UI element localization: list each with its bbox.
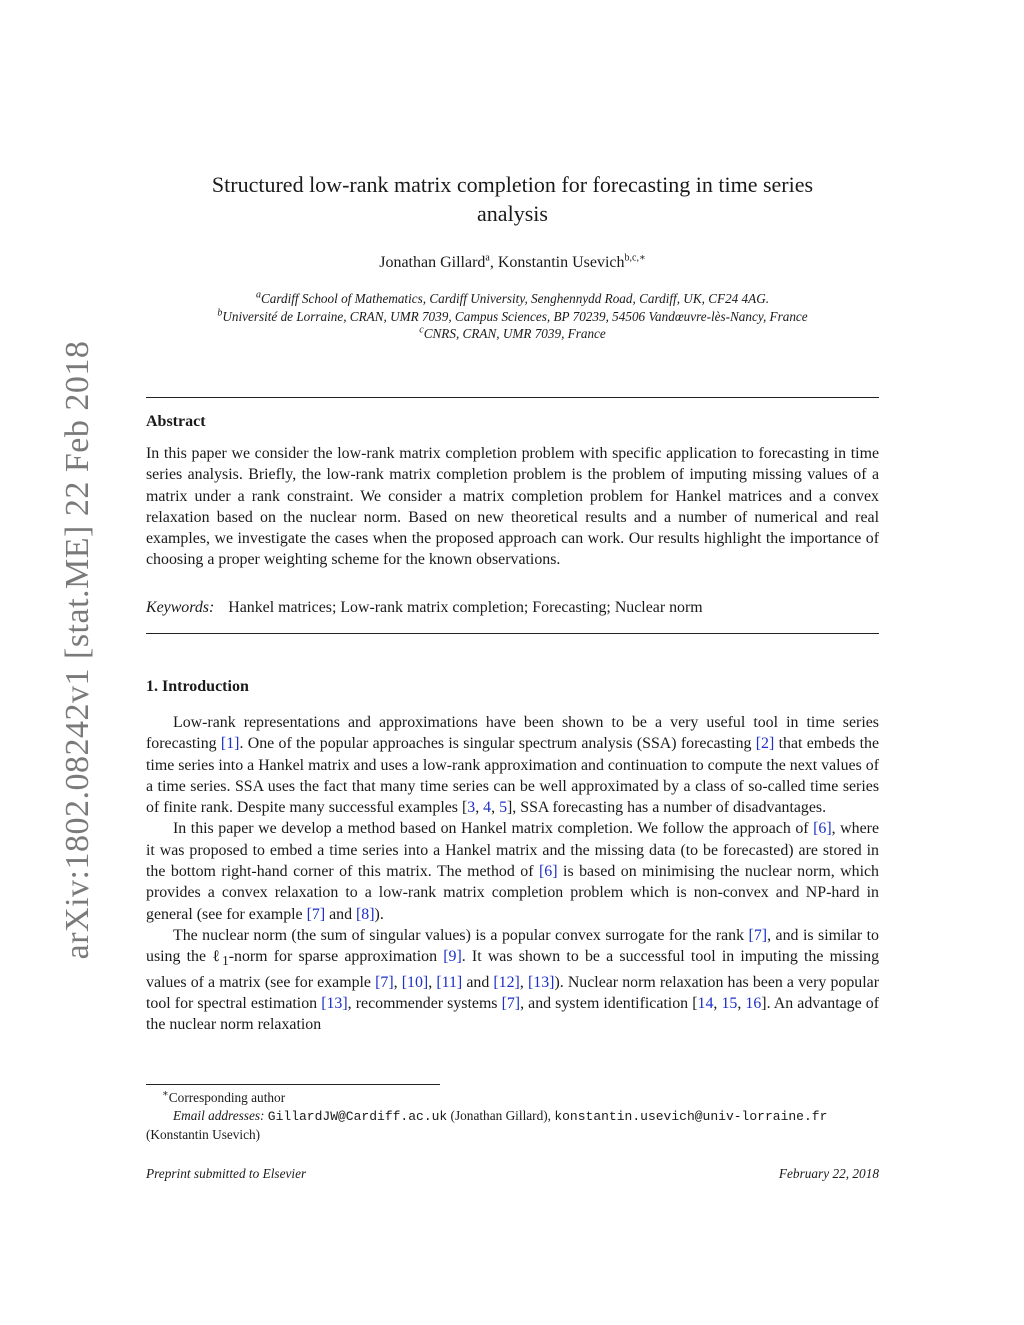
citation-link[interactable]: 15 bbox=[721, 995, 738, 1013]
intro-paragraph-3: The nuclear norm (the sum of singular values) is a popular convex surrogate for the rank [7], and is similar to using the ℓ$_1$-norm for sparse approximation [9]. It was shown to be a successful tool in imputing the missing values of a matrix (see for example [7], [10], [11] and [12], [13]). Nuclear norm relaxation has been a very popular tool for spectral estimation [13], recommender systems [7], and system identification [14, 15, 16]. An advantage of the nuclear norm relaxation bbox=[146, 926, 880, 1034]
affiliation-item bbox=[146, 290, 879, 308]
affiliation-item bbox=[146, 308, 879, 326]
arxiv-identifier-stamp: arXiv:1802.08242v1 [stat.ME] 22 Feb 2018 bbox=[59, 340, 96, 960]
footnote-emails: Email addresses: GillardJW@Cardiff.ac.uk (Jonathan Gillard), konstantin.usevich@univ-lorraine.fr bbox=[173, 1108, 828, 1124]
citation-link[interactable]: [10] bbox=[401, 973, 429, 991]
keywords-text: Hankel matrices; Low-rank matrix completion; Forecasting; Nuclear norm bbox=[228, 599, 703, 616]
citation-link[interactable]: [7] bbox=[306, 905, 326, 923]
citation-link[interactable]: [9] bbox=[443, 948, 462, 966]
title-line-2: analysis bbox=[477, 201, 548, 226]
citation-link[interactable]: [13] bbox=[527, 973, 555, 991]
affiliation-list bbox=[146, 290, 879, 343]
author-separator: , bbox=[489, 254, 498, 271]
abstract-top-rule bbox=[146, 397, 879, 398]
affiliation-mark: c bbox=[419, 324, 424, 336]
citation-link[interactable]: 3 bbox=[467, 799, 476, 817]
footnote-rule bbox=[146, 1084, 440, 1085]
citation-link[interactable]: [1] bbox=[220, 735, 240, 753]
citation-link[interactable]: [2] bbox=[755, 735, 775, 753]
citation-link[interactable]: [6] bbox=[539, 863, 558, 881]
intro-paragraph-1: Low-rank representations and approximations have been shown to be a very useful tool in time series forecasting [1]. One of the popular approaches is singular spectrum analysis (SSA) forecasting [2] that embeds the time series into a Hankel matrix and uses a low-rank approximation and continuation to compute the next values of a time series. SSA uses the fact that many time series can be well approximated by a class of so-called time series of finite rank. Despite many successful examples [3, 4, 5], SSA forecasting has a number of disadvantages. bbox=[146, 714, 879, 817]
footnote-mark: ∗ bbox=[162, 1088, 169, 1100]
footnote-email-owner: (Konstantin Usevich) bbox=[146, 1127, 261, 1142]
citation-link[interactable]: [8] bbox=[356, 905, 375, 923]
citation-link[interactable]: [7] bbox=[501, 995, 521, 1013]
footnotes bbox=[146, 1089, 879, 1144]
citation-link[interactable]: 4 bbox=[483, 799, 492, 817]
author-affiliation-mark: b,c,∗ bbox=[624, 252, 646, 264]
paper-title bbox=[146, 170, 879, 228]
affiliation-text: Université de Lorraine, CRAN, UMR 7039, Campus Sciences, BP 70239, 54506 Vandœuvre-lès-Nancy, France bbox=[222, 308, 808, 324]
email-label: Email addresses: bbox=[173, 1108, 265, 1123]
author-list bbox=[146, 254, 879, 272]
author-name: Konstantin Usevich bbox=[497, 254, 625, 271]
email-link[interactable]: konstantin.usevich@univ-lorraine.fr bbox=[554, 1109, 828, 1124]
citation-link[interactable]: 5 bbox=[499, 799, 508, 817]
footnote-corresponding: ∗Corresponding author bbox=[162, 1088, 286, 1105]
footer-preprint-note: Preprint submitted to Elsevier bbox=[146, 1166, 307, 1181]
section-heading-introduction: 1. Introduction bbox=[146, 678, 249, 695]
affiliation-mark: b bbox=[217, 307, 223, 319]
citation-link[interactable]: [6] bbox=[813, 820, 832, 838]
title-line-1: Structured low-rank matrix completion for forecasting in time series bbox=[211, 172, 814, 197]
intro-paragraph-2: In this paper we develop a method based on Hankel matrix completion. We follow the approach of [6], where it was proposed to embed a time series into a Hankel matrix and the missing data (to be forecasted) are stored in the bottom right-hand corner of this matrix. The method of [6] is based on minimising the nuclear norm, which provides a convex relaxation to a low-rank matrix completion problem which is non-convex and NP-hard in general (see for example [7] and [8]). bbox=[146, 820, 879, 923]
introduction-body bbox=[146, 712, 879, 1036]
keywords-line bbox=[146, 599, 703, 617]
citation-link[interactable]: [11] bbox=[436, 973, 463, 991]
citation-link[interactable]: [7] bbox=[748, 926, 768, 944]
affiliation-text: Cardiff School of Mathematics, Cardiff University, Senghennydd Road, Cardiff, UK, CF24 4AG. bbox=[260, 291, 770, 306]
abstract-heading: Abstract bbox=[146, 413, 206, 430]
footer-date: February 22, 2018 bbox=[778, 1166, 879, 1181]
author-name: Jonathan Gillard bbox=[379, 254, 486, 271]
abstract-bottom-rule bbox=[146, 633, 879, 634]
author-affiliation-mark: a bbox=[485, 252, 490, 264]
citation-link[interactable]: 16 bbox=[745, 995, 762, 1013]
affiliation-text: CNRS, CRAN, UMR 7039, France bbox=[423, 326, 606, 341]
email-link[interactable]: GillardJW@Cardiff.ac.uk bbox=[267, 1109, 448, 1124]
affiliation-item bbox=[146, 325, 879, 343]
citation-link[interactable]: 14 bbox=[697, 995, 714, 1013]
keywords-label: Keywords: bbox=[146, 599, 215, 616]
citation-link[interactable]: [13] bbox=[321, 995, 348, 1013]
citation-link[interactable]: [12] bbox=[493, 973, 520, 991]
affiliation-mark: a bbox=[255, 289, 261, 301]
abstract-text: In this paper we consider the low-rank matrix completion problem with specific application to forecasting in time series analysis. Briefly, the low-rank matrix completion problem is the problem of imputing missing values of a matrix under a rank constraint. We consider a matrix completion problem for Hankel matrices and a convex relaxation based on the nuclear norm. Based on new theoretical results and a number of numerical and real examples, we investigate the cases when the proposed approach can work. Our results highlight the importance of choosing a proper weighting scheme for the known observations. bbox=[146, 445, 879, 569]
citation-link[interactable]: [7] bbox=[375, 973, 394, 991]
